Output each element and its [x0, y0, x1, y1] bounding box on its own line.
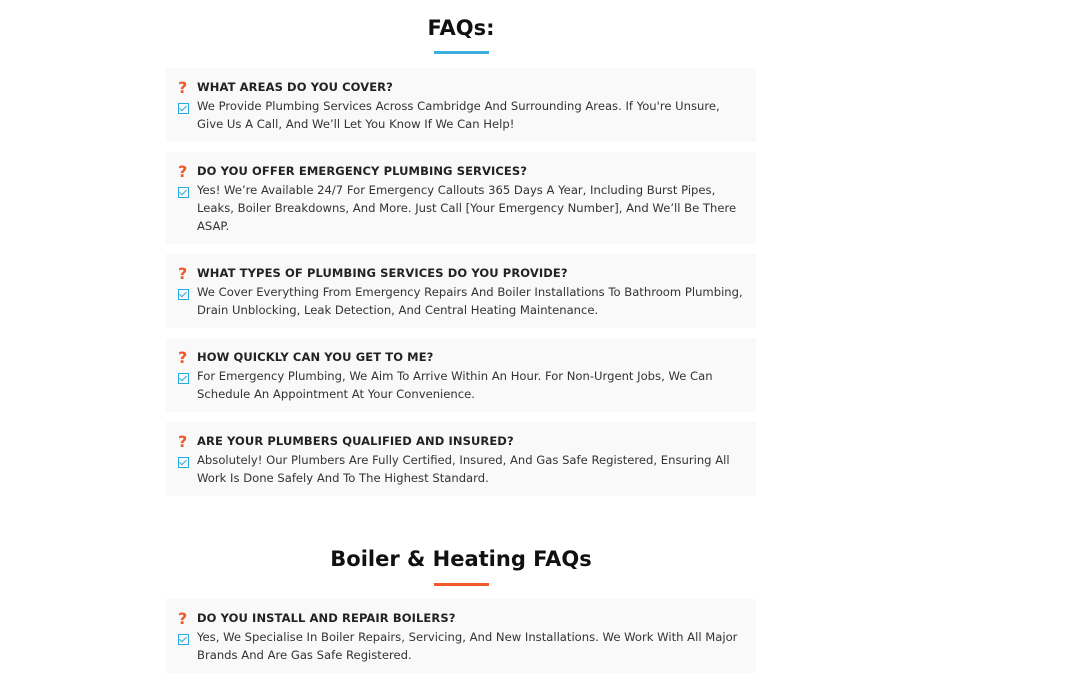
question-text: DO YOU INSTALL AND REPAIR BOILERS? [197, 611, 456, 625]
question-text: ARE YOUR PLUMBERS QUALIFIED AND INSURED? [197, 434, 514, 448]
faq-question [178, 263, 744, 283]
faq-question [178, 347, 744, 367]
faq-item [166, 68, 756, 142]
faq-question [178, 161, 744, 181]
faq-question [178, 608, 744, 628]
question-mark-icon: ? [178, 77, 188, 97]
faq-answer [178, 628, 744, 664]
faq-item [166, 152, 756, 244]
answer-text: We Provide Plumbing Services Across Cambridge And Surrounding Areas. If You're Unsure, Give Us A Call, And We’ll Let You Know If We Can Help! [197, 99, 720, 131]
answer-text: Absolutely! Our Plumbers Are Fully Certified, Insured, And Gas Safe Registered, Ensuring All Work Is Done Safely And To The Highest Standard. [197, 453, 730, 485]
checkbox-icon [178, 451, 197, 487]
checkbox-icon [178, 628, 197, 664]
section-title: FAQs: [427, 16, 495, 40]
faq-item [166, 338, 756, 412]
faq-question [178, 431, 744, 451]
question-text: WHAT TYPES OF PLUMBING SERVICES DO YOU PROVIDE? [197, 266, 568, 280]
title-underline [434, 583, 489, 586]
question-text: DO YOU OFFER EMERGENCY PLUMBING SERVICES? [197, 164, 528, 178]
question-mark-icon: ? [178, 608, 188, 628]
answer-text: We Cover Everything From Emergency Repairs And Boiler Installations To Bathroom Plumbing, Drain Unblocking, Leak Detection, And Central Heating Maintenance. [197, 285, 743, 317]
faq-item [166, 422, 756, 496]
faq-section-boiler [166, 545, 756, 683]
checkbox-icon [178, 97, 197, 133]
question-mark-icon: ? [178, 431, 188, 451]
question-mark-icon: ? [178, 347, 188, 367]
checkbox-icon [178, 367, 197, 403]
faq-question [178, 77, 744, 97]
answer-text: For Emergency Plumbing, We Aim To Arrive Within An Hour. For Non-Urgent Jobs, We Can Schedule An Appointment At Your Convenience. [197, 369, 713, 401]
faq-answer [178, 451, 744, 487]
answer-text: Yes, We Specialise In Boiler Repairs, Servicing, And New Installations. We Work With All Major Brands And Are Gas Safe Registered. [197, 630, 738, 662]
checkbox-icon [178, 181, 197, 235]
faq-answer [178, 367, 744, 403]
answer-text: Yes! We’re Available 24/7 For Emergency Callouts 365 Days A Year, Including Burst Pipes, Leaks, Boiler Breakdowns, And More. Just Call [Your Emergency Number], And We’ll Be There ASAP. [197, 183, 737, 233]
faq-answer [178, 283, 744, 319]
question-text: WHAT AREAS DO YOU COVER? [197, 80, 393, 94]
question-mark-icon: ? [178, 263, 188, 283]
faq-answer [178, 181, 744, 235]
faq-item [166, 599, 756, 673]
section-title: Boiler & Heating FAQs [330, 547, 592, 571]
faq-item [166, 254, 756, 328]
question-text: HOW QUICKLY CAN YOU GET TO ME? [197, 350, 434, 364]
faq-answer [178, 97, 744, 133]
question-mark-icon: ? [178, 161, 188, 181]
faq-section-general [166, 14, 756, 506]
checkbox-icon [178, 283, 197, 319]
title-underline [434, 51, 489, 54]
